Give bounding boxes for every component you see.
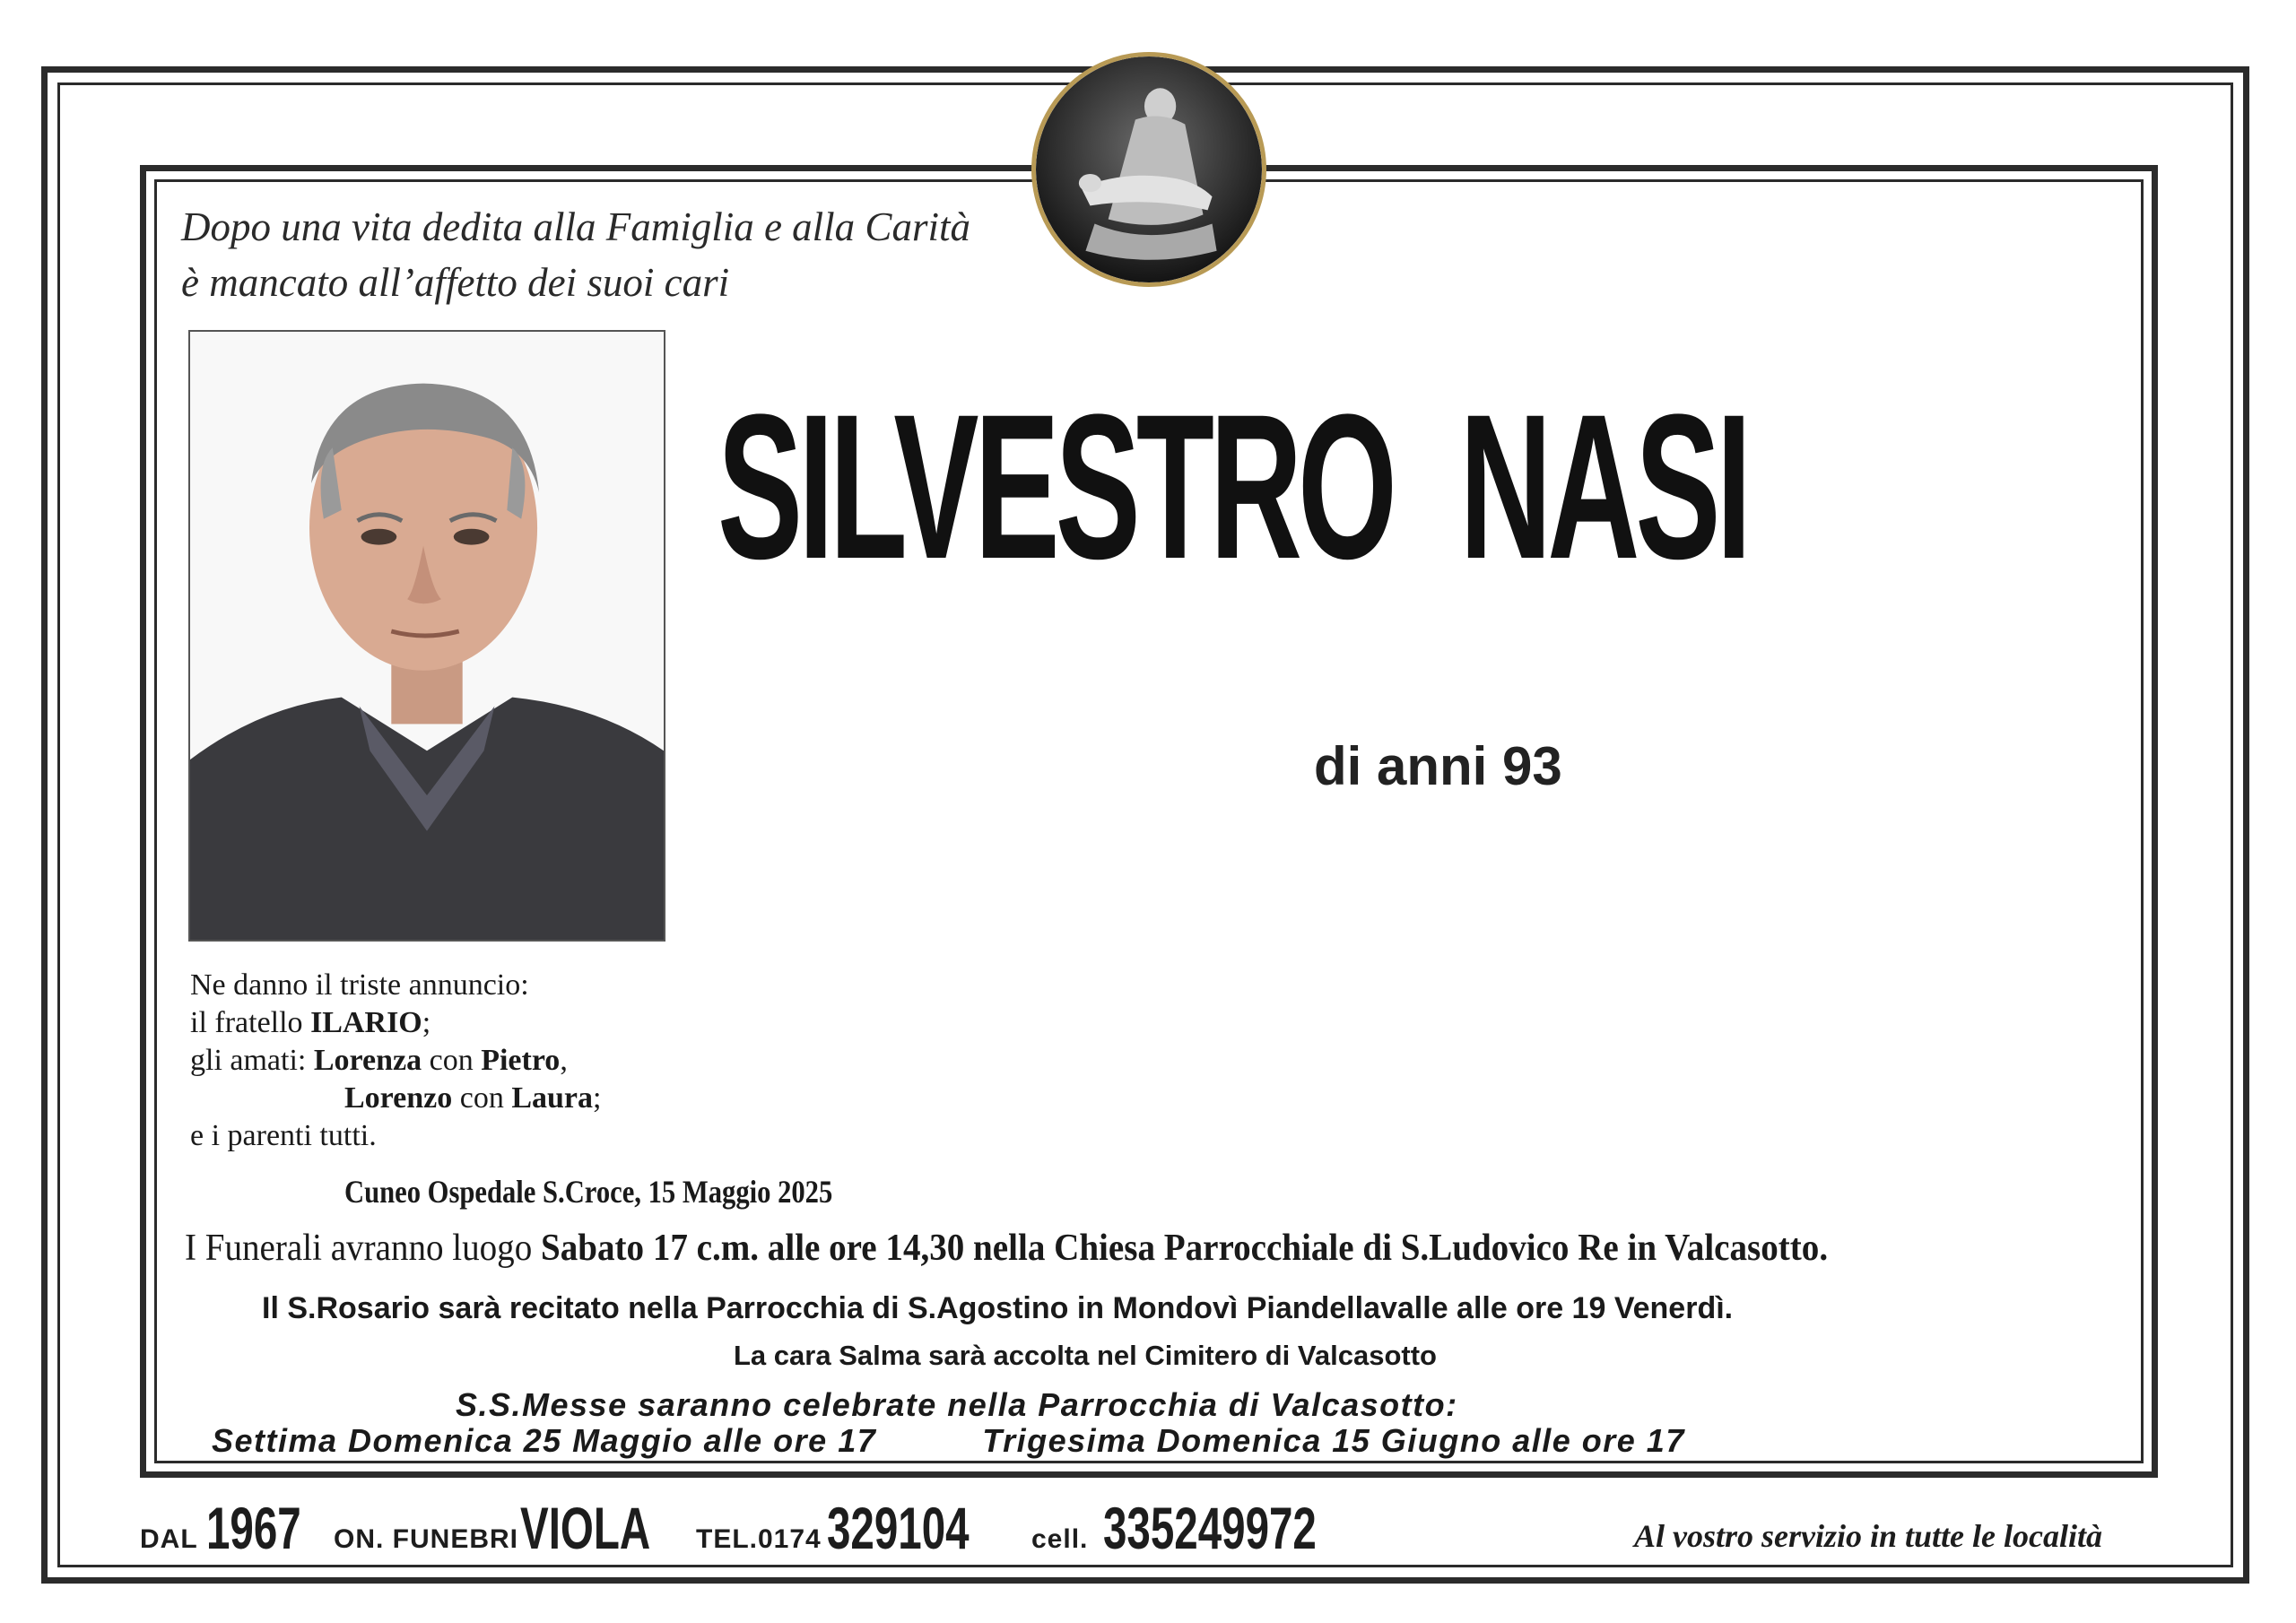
funeral-prefix: I Funerali avranno luogo (185, 1228, 542, 1269)
cell-number: 335249972 (1103, 1495, 1317, 1561)
relative-name: Lorenza (313, 1044, 422, 1077)
tel-label: TEL.0174 (696, 1524, 822, 1554)
relative-name: ILARIO (310, 1006, 422, 1039)
announcement-text: , (560, 1044, 568, 1077)
funeral-details: Sabato 17 c.m. alle ore 14,30 nella Chiesa Parrocchiale di S.Ludovico Re in Valcasotto. (541, 1228, 1829, 1269)
cell-label: cell. (1031, 1524, 1089, 1554)
intro-line-2: è mancato all’affetto dei suoi cari (181, 260, 730, 305)
announcement-line (190, 1042, 601, 1080)
intro-text (181, 199, 1078, 310)
deceased-name (718, 366, 1748, 608)
footer-slogan: Al vostro servizio in tutte le località (1634, 1518, 2102, 1554)
business-name: VIOLA (520, 1495, 651, 1561)
masses-heading: S.S.Messe saranno celebrate nella Parrocchia di Valcasotto: (456, 1386, 1458, 1423)
announcement-text: il fratello (190, 1006, 311, 1039)
deceased-portrait (188, 330, 665, 942)
deceased-first-name: SILVESTRO (718, 371, 1393, 602)
announcement-text: con (422, 1044, 482, 1077)
since-year: 1967 (206, 1495, 301, 1561)
seventh-day-mass: Settima Domenica 25 Maggio alle ore 17 (212, 1422, 877, 1459)
thirtieth-day-mass: Trigesima Domenica 15 Giugno alle ore 17 (982, 1422, 1685, 1459)
relative-name: Lorenzo (344, 1081, 453, 1115)
announcement-text: ; (422, 1006, 431, 1039)
deceased-age: di anni 93 (1314, 736, 1562, 796)
deceased-last-name: NASI (1459, 371, 1748, 602)
funeral-info (185, 1227, 1828, 1270)
tel-number: 329104 (827, 1495, 970, 1561)
since-label: DAL (140, 1524, 198, 1554)
place-and-date: Cuneo Ospedale S.Croce, 15 Maggio 2025 (344, 1174, 833, 1210)
business-label: ON. FUNEBRI (334, 1524, 518, 1554)
announcement-line (190, 1080, 601, 1117)
announcement-line: e i parenti tutti. (190, 1119, 377, 1152)
announcement-text: con (452, 1081, 512, 1115)
mass-dates (212, 1422, 1685, 1460)
rosary-info: Il S.Rosario sarà recitato nella Parrocchia di S.Agostino in Mondovì Piandellavalle alle ore 19 Venerdì. (262, 1291, 1734, 1325)
intro-line-1: Dopo una vita dedita alla Famiglia e alla Carità (181, 204, 970, 249)
announcement-line: Ne danno il triste annuncio: (190, 968, 529, 1002)
announcement-line (190, 1004, 601, 1042)
announcement-text: gli amati: (190, 1044, 314, 1077)
relative-name: Laura (511, 1081, 594, 1115)
burial-info: La cara Salma sarà accolta nel Cimitero di Valcasotto (734, 1340, 1437, 1371)
family-announcement (190, 967, 601, 1155)
announcement-text: ; (593, 1081, 602, 1115)
relative-name: Pietro (481, 1044, 561, 1077)
